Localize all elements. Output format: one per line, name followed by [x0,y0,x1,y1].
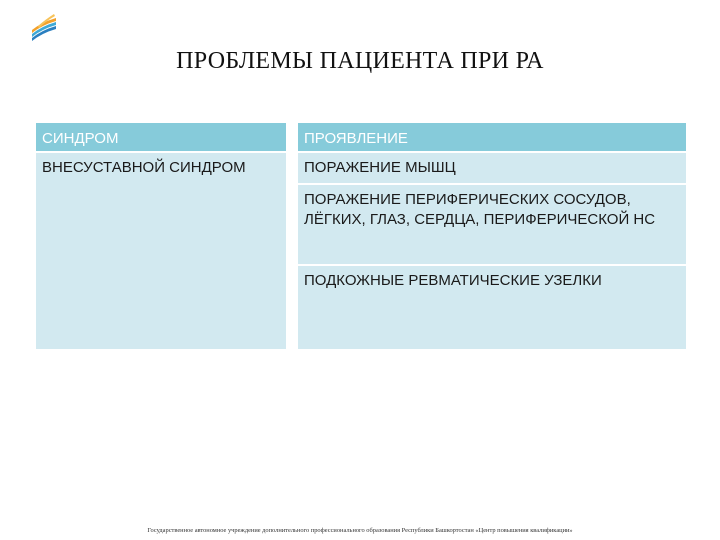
syndrome-table [36,123,686,351]
stacked-books-logo-icon [28,12,60,42]
footer-text: Государственное автономное учреждение дополнительного профессионального образования Республики Башкортостан «Центр повышения квалификации» [147,527,573,534]
page-title: ПРОБЛЕМЫ ПАЦИЕНТА ПРИ РА [176,48,544,74]
manifestation-cell: ПОДКОЖНЫЕ РЕВМАТИЧЕСКИЕ УЗЕЛКИ [292,265,686,350]
manifestation-cell: ПОРАЖЕНИЕ МЫШЦ [292,152,686,183]
table-row [36,152,686,183]
column-header-manifestation: ПРОЯВЛЕНИЕ [292,123,686,152]
manifestation-cell: ПОРАЖЕНИЕ ПЕРИФЕРИЧЕСКИХ СОСУДОВ, ЛЁГКИХ, ГЛАЗ, СЕРДЦА, ПЕРИФЕРИЧЕСКОЙ НС [292,184,686,265]
column-header-syndrome: СИНДРОМ [36,123,292,152]
syndrome-cell: ВНЕСУСТАВНОЙ СИНДРОМ [36,152,292,349]
table-header-row [36,123,686,152]
